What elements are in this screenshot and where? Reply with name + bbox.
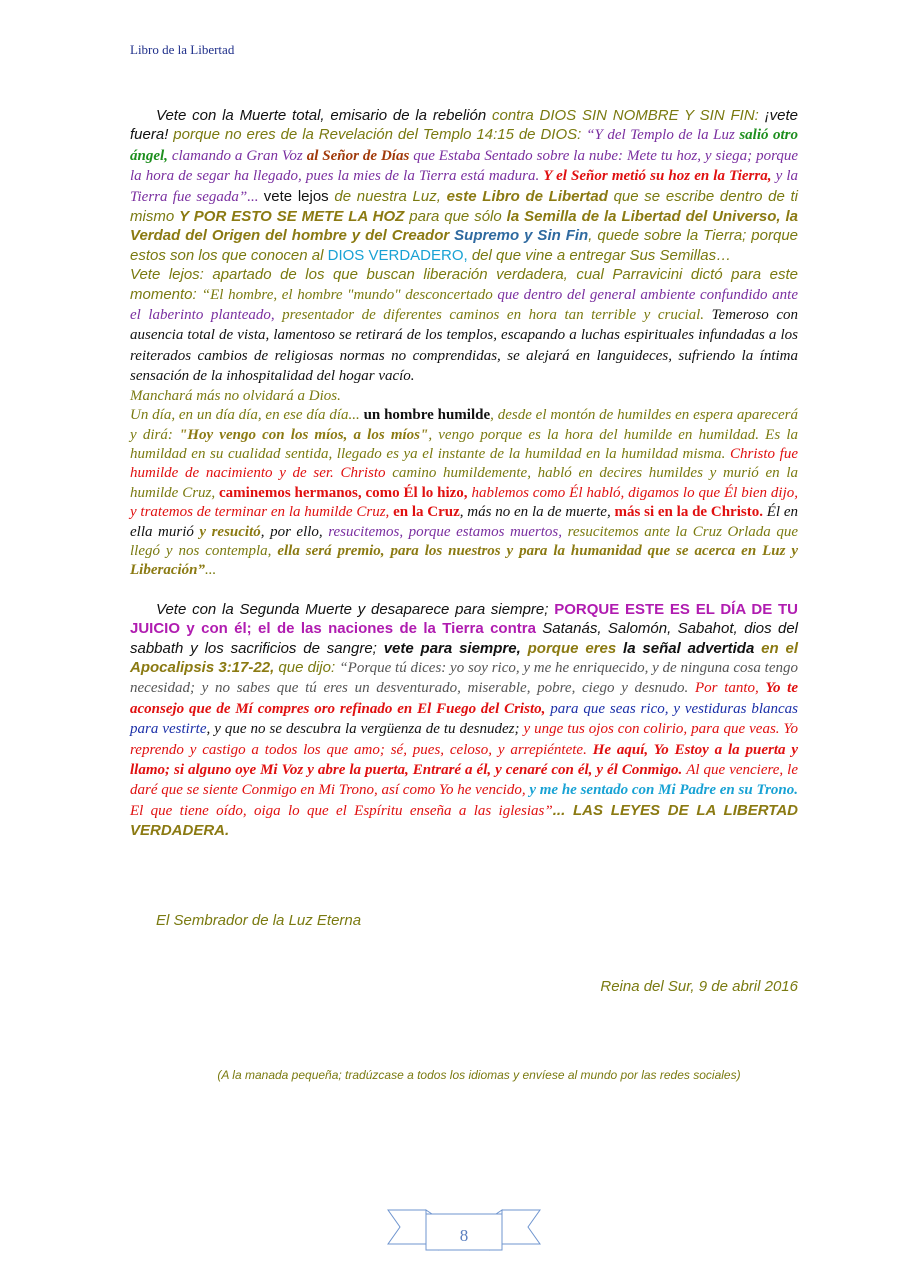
p4-span: resucitemos, porque estamos muertos, xyxy=(328,523,568,540)
p5-span: Vete con la Segunda Muerte y desaparece para siempre; xyxy=(156,600,555,618)
p4-span: y resucitó xyxy=(199,523,261,540)
p1-span: para que sólo xyxy=(409,208,507,226)
p4-span: , desde el montón de humildes en espera aparecerá y dirá: xyxy=(130,407,798,443)
p1-span: Supremo y Sin Fin xyxy=(454,227,589,245)
p4-span: más si en la de Christo. xyxy=(614,504,767,521)
p4-span: un hombre humilde xyxy=(363,407,491,424)
p4-span: ella será premio, para los nuestros y para la humanidad que se acerca en Luz y Liberación” xyxy=(130,542,798,579)
p1-span: Y POR ESTO SE METE LA HOZ xyxy=(179,208,410,226)
p1-span: la Semilla de la Libertad del Universo, la Verdad del Origen del hombre y del Creador xyxy=(130,208,798,245)
p1-span: “Y del Templo de la Luz xyxy=(586,127,740,144)
p4-span: en la Cruz xyxy=(393,504,460,521)
p4-span: Christo xyxy=(340,465,393,482)
paragraph-4 xyxy=(130,406,798,581)
p1-span: Vete con la Muerte total, emisario de la rebelión xyxy=(156,107,492,124)
p5-span: ... LAS LEYES DE LA LIBERTAD VERDADERA. xyxy=(130,801,798,840)
p5-span: y me he sentado con Mi Padre en su Trono. xyxy=(529,782,799,799)
running-header: Libro de la Libertad xyxy=(130,42,235,57)
p5-span: para que seas rico, y vestiduras blancas para vestirte xyxy=(130,700,798,738)
paragraph-2 xyxy=(130,265,798,386)
p5-span: Al que venciere, le daré que se siente Conmigo en Mi Trono, así como Yo he vencido, xyxy=(130,762,798,799)
p5-span: vete para siempre, xyxy=(383,639,528,657)
p1-span: este Libro de Libertad xyxy=(446,187,614,205)
paragraph-3 xyxy=(130,387,798,406)
date-line: Reina del Sur, 9 de abril 2016 xyxy=(600,978,798,995)
p4-span: Un día, en un día día, en ese día día... xyxy=(130,407,364,424)
p1-span: Y el Señor metió su hoz en la Tierra, xyxy=(543,168,776,185)
p1-span: ¡vete fuera! xyxy=(130,107,798,144)
p4-span: ... xyxy=(205,562,217,579)
p2-span: que dentro del general ambiente confundido ante el laberinto planteado, xyxy=(130,286,798,324)
signature: El Sembrador de la Luz Eterna xyxy=(156,912,362,929)
p1-span: vete lejos xyxy=(263,187,335,205)
p2-span: Temeroso con ausencia total de vista, lamentoso se retirará de los templos, escapando a luchas espirituales infundadas a los reiterados cambios de religiosas normas no comprendidas, se alejará en languideces, sufriendo la íntima sensación de la inhospitalidad del hogar vacío. xyxy=(130,307,798,385)
p2-span: presentador de diferentes caminos en hora tan terrible y crucial. xyxy=(282,307,712,324)
p5-span: He aquí, Yo Estoy a la puerta y llamo; si alguno oye Mi Voz y abre la puerta, Entraré a él, y cenaré con él, y él Conmigo. xyxy=(130,741,798,778)
p5-span: que dijo: xyxy=(278,658,340,676)
p1-span: clamando a Gran Voz xyxy=(171,147,307,164)
p1-span: , quede sobre la Tierra; porque estos son los que conocen al xyxy=(130,227,799,264)
p4-span: camino humildemente, habló en decires humildes y murió en la humilde Cruz, xyxy=(130,465,798,501)
p1-span: DIOS VERDADERO, xyxy=(327,246,472,264)
p1-span: del que vine a entregar Sus Semillas… xyxy=(471,246,732,264)
p4-span: "Hoy vengo con los míos, a los míos" xyxy=(178,426,429,443)
page-number: 8 xyxy=(459,1226,469,1245)
p1-span: al Señor de Días xyxy=(306,147,414,164)
p5-span: Yo te aconsejo que de Mí compres oro refinado en El Fuego del Cristo, xyxy=(130,680,799,717)
p4-span: caminemos hermanos, como Él lo hizo, xyxy=(219,484,472,501)
p5-span: porque eres xyxy=(527,639,624,657)
p5-span: y unge tus ojos con colirio, para que veas. Yo reprendo y castigo a todos los que amo; sé, pues, celoso, y arrepiéntete. xyxy=(130,721,799,758)
p1-span: salió otro ángel, xyxy=(130,127,799,164)
p5-span: Satanás, Salomón, Sabahot, dios del sabbath y los sacrificios de sangre; xyxy=(130,620,798,657)
p1-span: que se escribe dentro de ti mismo xyxy=(130,187,798,226)
p5-span: en el Apocalipsis 3:17-22, xyxy=(130,639,798,676)
p4-span: , por ello, xyxy=(260,523,329,540)
p3-span: Manchará más no olvidará a Dios. xyxy=(130,387,341,404)
p1-span: que Estaba Sentado sobre la nube: Mete tu hoz, y siega; porque la hora de segar ha llegado, pues la mies de la Tierra está madura. xyxy=(130,147,799,185)
document-body xyxy=(130,106,798,841)
paragraph-1 xyxy=(130,106,798,265)
p1-span: de nuestra Luz, xyxy=(334,187,447,205)
p4-span: , vengo porque es la hora del humilde en humildad. Es la humildad en su cualidad sentida, llegado es ya el instante de la humildad en la humildad misma. xyxy=(130,426,798,462)
p4-span: Él en ella murió xyxy=(130,504,798,540)
footnote: (A la manada pequeña; tradúzcase a todos los idiomas y envíese al mundo por las redes sociales) xyxy=(217,1068,741,1082)
p1-span: porque no eres de la Revelación del Templo 14:15 de DIOS: xyxy=(173,126,587,144)
p5-span: “Porque tú dices: yo soy rico, y me he enriquecido, y de ninguna cosa tengo necesidad; y no sabes que tú eres un desventurado, miserable, pobre, ciego y desnudo. xyxy=(130,659,798,697)
p4-span: hablemos como Él habló, digamos lo que Él bien dijo, y tratemos de terminar en la humilde Cruz, xyxy=(130,484,798,521)
paragraph-5 xyxy=(130,600,798,841)
p2-span: Vete lejos: apartado de los que buscan liberación verdadera, cual Parravicini dictó para este momento: xyxy=(130,266,798,303)
p1-span: contra DIOS SIN NOMBRE Y SIN FIN: xyxy=(492,107,765,124)
p2-span: “El hombre, el hombre "mundo" desconcertado xyxy=(201,286,498,303)
p5-span: Por tanto, xyxy=(695,680,766,697)
p5-span: la señal advertida xyxy=(623,639,762,657)
p4-span: resucitemos ante la Cruz Orlada que llegó y nos contempla, xyxy=(130,523,798,559)
p1-span: y la Tierra fue segada”... xyxy=(130,168,798,205)
p4-span: Christo fue humilde de nacimiento y de ser. xyxy=(130,445,799,482)
p5-span: PORQUE ESTE ES EL DÍA DE TU JUICIO y con él; el de las naciones de la Tierra contra xyxy=(130,600,798,638)
p5-span: El que tiene oído, oiga lo que el Espíritu enseña a las iglesias” xyxy=(130,802,553,819)
p5-span: , y que no se descubra la vergüenza de tu desnudez; xyxy=(206,721,524,738)
p4-span: , más no en la de muerte, xyxy=(459,504,615,521)
